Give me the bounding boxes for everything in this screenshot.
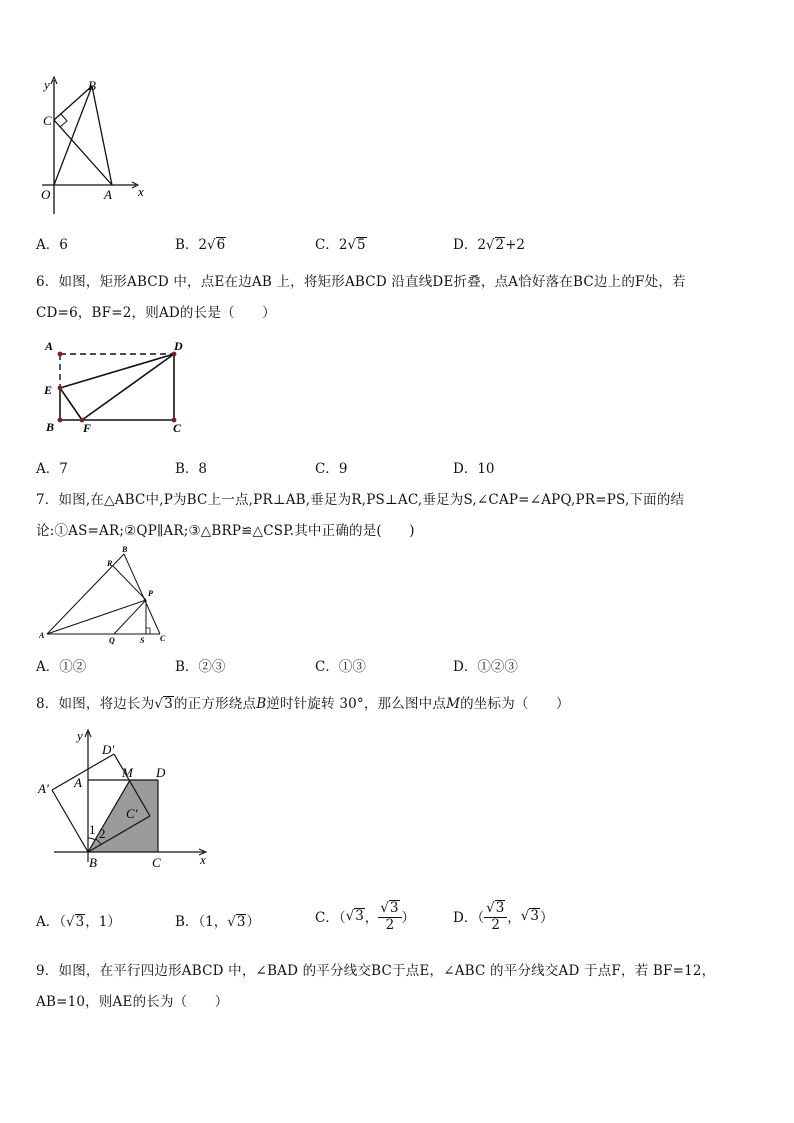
label-M: M bbox=[122, 765, 133, 780]
label-C1: C′ bbox=[126, 806, 138, 821]
q8-option-a: A．（√3，1） bbox=[36, 914, 121, 930]
label-B: B bbox=[122, 545, 128, 554]
angle-1: 1 bbox=[89, 822, 96, 837]
label-D: D bbox=[174, 339, 183, 353]
q7-option-d: D．①②③ bbox=[453, 659, 518, 675]
q6-option-a: A．7 bbox=[36, 461, 68, 477]
q5-option-b: B．2√6 bbox=[175, 237, 226, 253]
label-E: E bbox=[44, 383, 53, 397]
q7-option-a: A．①② bbox=[36, 659, 87, 675]
label-C: C bbox=[152, 855, 161, 870]
label-A: A bbox=[74, 775, 82, 790]
label-C: C bbox=[160, 634, 166, 643]
label-A1: A′ bbox=[38, 781, 49, 796]
q6-option-d: D．10 bbox=[453, 461, 495, 477]
q5-option-a: A．6 bbox=[36, 237, 68, 253]
q8-stem: 8．如图，将边长为√3的正方形绕点B逆时针旋转 30°，那么图中点M的坐标为（ ） bbox=[36, 696, 570, 712]
label-O: O bbox=[41, 187, 51, 202]
q6-option-b: B．8 bbox=[175, 461, 208, 477]
q6-figure bbox=[36, 336, 196, 436]
q8-option-d: D．（ $\frac{√3}{2}$ ，√3） bbox=[453, 900, 554, 933]
q5-option-d: D．2√2+2 bbox=[453, 237, 526, 253]
label-F: F bbox=[83, 421, 92, 435]
q9-line1: 9．如图，在平行四边形ABCD 中，∠BAD 的平分线交BC于点E，∠ABC 的平分线交AD 于点F，若 BF=12， bbox=[36, 963, 716, 979]
q7-line2: 论:①AS=AR;②QP∥AR;③△BRP≌△CSP.其中正确的是( ) bbox=[36, 523, 415, 539]
label-R: R bbox=[107, 559, 113, 568]
label-A: A bbox=[45, 339, 54, 353]
label-C: C bbox=[173, 421, 182, 435]
x-label: x bbox=[138, 184, 144, 199]
label-A: A bbox=[39, 631, 45, 640]
label-Q: Q bbox=[109, 636, 115, 645]
label-S: S bbox=[140, 636, 145, 645]
x-label: x bbox=[200, 852, 206, 867]
q9-line2: AB=10，则AE的长为（ ） bbox=[36, 994, 229, 1010]
q5-option-c: C．2√5 bbox=[315, 237, 366, 253]
label-B: B bbox=[46, 420, 55, 434]
q8-figure bbox=[34, 724, 224, 874]
label-C: C bbox=[43, 113, 52, 128]
y-label: y bbox=[77, 728, 83, 743]
label-D: D bbox=[156, 765, 166, 780]
q7-option-c: C．①③ bbox=[315, 659, 366, 675]
q7-line1: 7．如图,在△ABC中,P为BC上一点,PR⊥AB,垂足为R,PS⊥AC,垂足为S,∠CAP=∠APQ,PR=PS,下面的结 bbox=[36, 492, 685, 508]
q8-option-c: C．（√3， $\frac{√3}{2}$ ） bbox=[315, 900, 415, 933]
q6-line1: 6．如图，矩形ABCD 中，点E在边AB 上，将矩形ABCD 沿直线DE折叠，点A恰好落在BC边上的F处，若 bbox=[36, 274, 686, 290]
q6-line2: CD=6，BF=2，则AD的长是（ ） bbox=[36, 305, 276, 321]
q6-option-c: C．9 bbox=[315, 461, 348, 477]
y-label: y bbox=[44, 77, 50, 92]
label-B: B bbox=[89, 855, 97, 870]
q8-options bbox=[36, 900, 596, 940]
label-B: B bbox=[88, 78, 96, 93]
q7-option-b: B．②③ bbox=[175, 659, 226, 675]
label-D1: D′ bbox=[102, 742, 115, 757]
q8-option-b: B．（1，√3） bbox=[175, 914, 260, 930]
angle-2: 2 bbox=[99, 826, 106, 841]
label-P: P bbox=[148, 589, 153, 598]
label-A: A bbox=[104, 187, 112, 202]
q7-figure bbox=[32, 542, 182, 646]
q5-figure bbox=[30, 72, 160, 220]
